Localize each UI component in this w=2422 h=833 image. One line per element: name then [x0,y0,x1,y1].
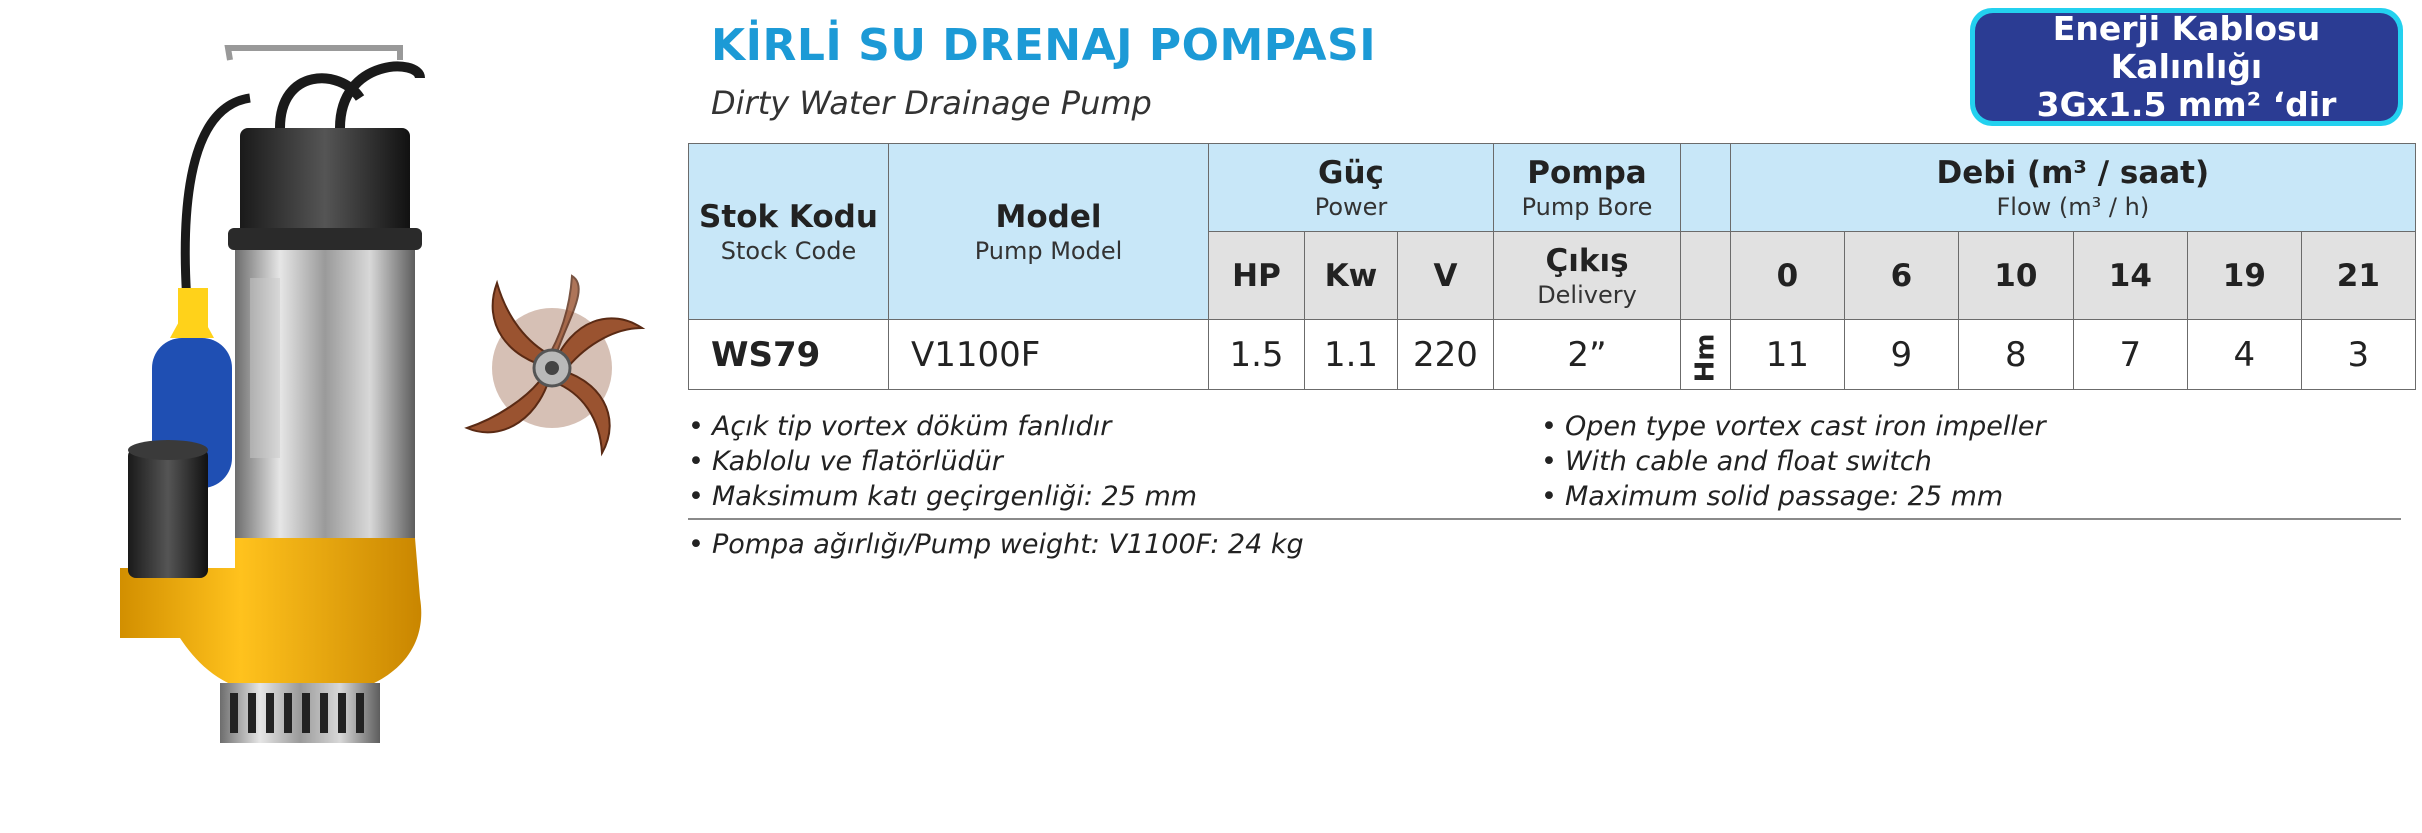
header-flow-point: 10 [1958,232,2073,320]
features-en-list [1541,409,2046,514]
badge-line-2: 3Gx1.5 mm² ‘dir [2036,85,2337,124]
list-item: • With cable and float switch [1541,446,1932,477]
cell-hm-label [1681,320,1731,390]
header-flow: Debi (m³ / saat) Flow (m³ / h) [1730,144,2415,232]
list-item: • Kablolu ve flatörlüdür [688,446,1003,477]
cell-stock-code: WS79 [689,320,889,390]
features-tr-list [688,409,1197,514]
header-v: V [1398,232,1494,320]
table-row [689,320,2416,390]
cell-head-value: 8 [1958,320,2073,390]
header-stock-code: Stok Kodu Stock Code [689,144,889,320]
header-flow-point: 21 [2301,232,2415,320]
list-item: • Maksimum katı geçirgenliği: 25 mm [688,481,1198,512]
list-item: • Maximum solid passage: 25 mm [1541,481,2004,512]
cell-hp: 1.5 [1209,320,1305,390]
cell-model: V1100F [889,320,1209,390]
cell-v: 220 [1398,320,1494,390]
impeller-image [452,268,652,468]
cell-head-value: 7 [2073,320,2187,390]
cell-kw: 1.1 [1305,320,1398,390]
header-flow-point: 6 [1844,232,1958,320]
cable-spec-badge-inner [1975,9,2398,124]
header-flow-point: 19 [2187,232,2301,320]
header-power: Güç Power [1209,144,1494,232]
header-flow-point: 14 [2073,232,2187,320]
header-spacer-2 [1681,232,1731,320]
header-model: Model Pump Model [889,144,1209,320]
cable-spec-badge [1970,8,2403,126]
header-pump-bore: Pompa Pump Bore [1494,144,1681,232]
cell-head-value: 11 [1730,320,1844,390]
table-header-row-1 [689,144,2416,232]
header-spacer [1681,144,1731,232]
badge-line-1: Enerji Kablosu Kalınlığı [2052,9,2321,86]
cell-head-value: 4 [2187,320,2301,390]
page-subtitle: Dirty Water Drainage Pump [711,84,1152,122]
hm-label: Hm [1690,333,1721,382]
pump-image [100,38,460,758]
cell-head-value: 9 [1844,320,1958,390]
cell-head-value: 3 [2301,320,2415,390]
list-item: • Open type vortex cast iron impeller [1541,411,2046,442]
header-flow-point: 0 [1730,232,1844,320]
pump-weight-note: • Pompa ağırlığı/Pump weight: V1100F: 24 kg [688,529,1304,560]
header-hp: HP [1209,232,1305,320]
page-title: KİRLİ SU DRENAJ POMPASI [711,20,1377,71]
spec-table [688,143,2416,390]
cell-delivery: 2” [1494,320,1681,390]
header-delivery: Çıkış Delivery [1494,232,1681,320]
header-kw: Kw [1305,232,1398,320]
list-item: • Açık tip vortex döküm fanlıdır [688,411,1112,442]
divider [688,518,2401,520]
